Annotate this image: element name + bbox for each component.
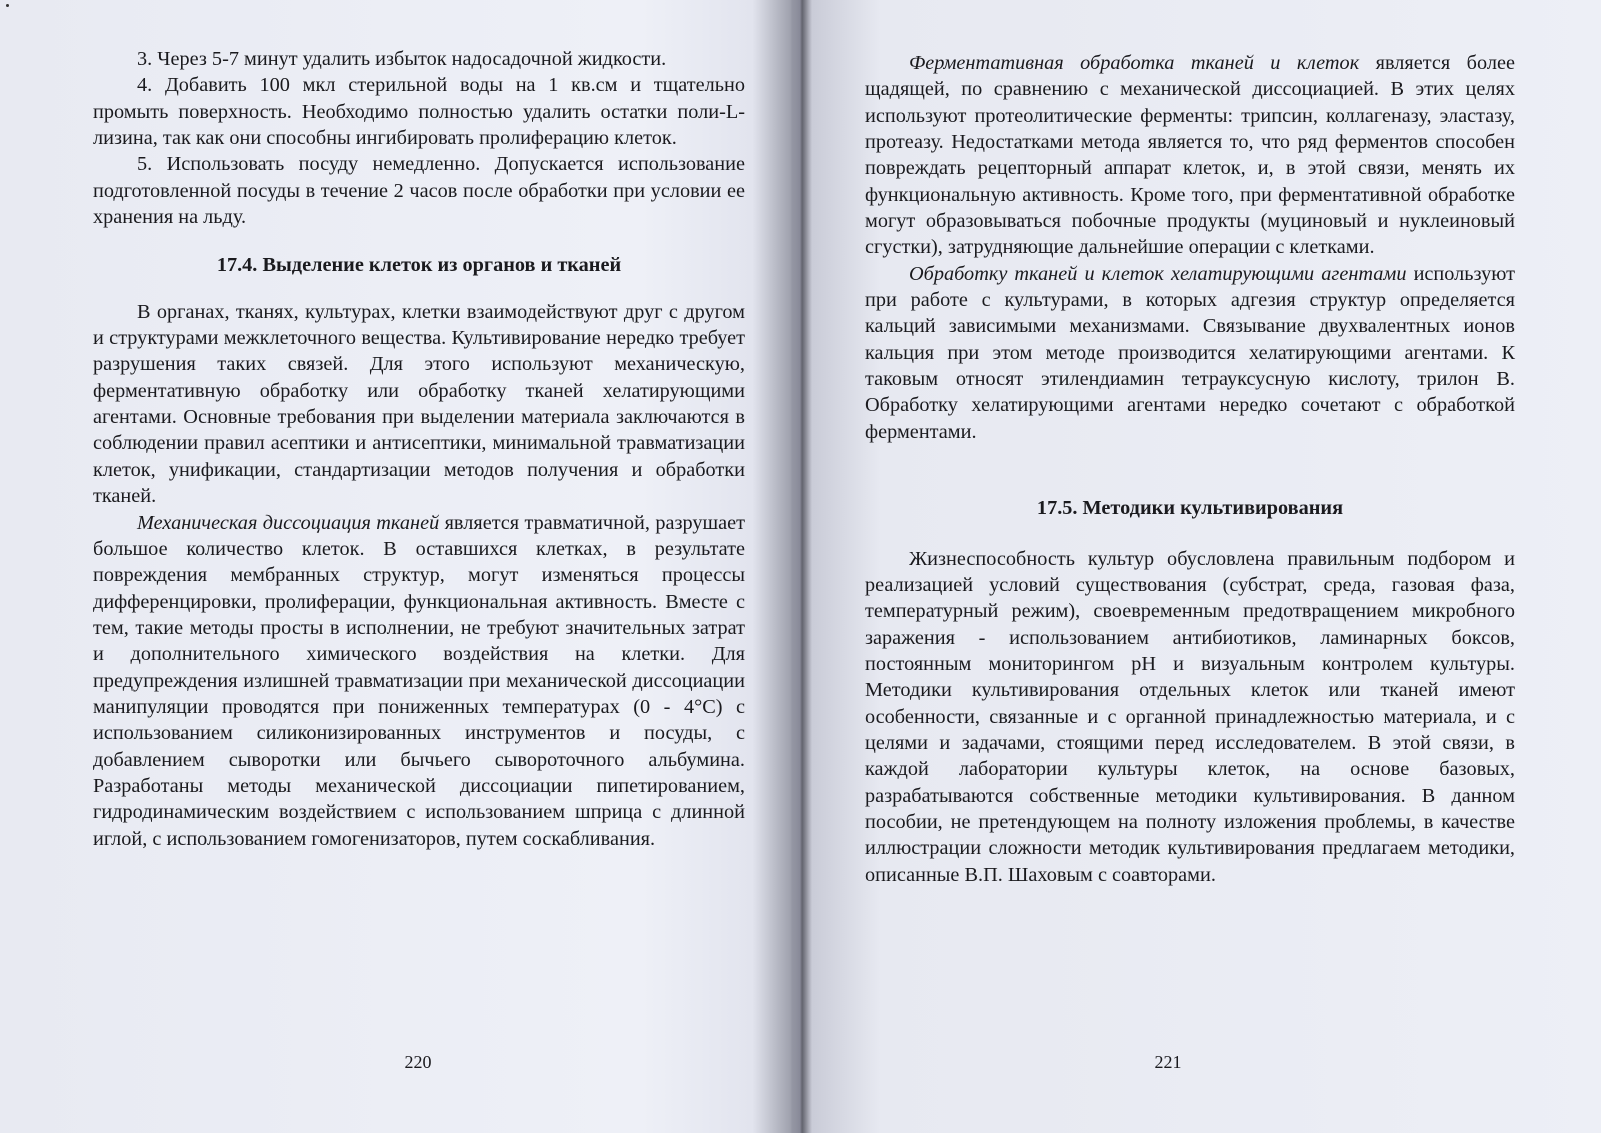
italic-term: Ферментативная обработка тканей и клеток bbox=[909, 52, 1360, 74]
paragraph: 4. Добавить 100 мкл стерильной воды на 1 кв.см и тщательно промыть поверхность. Необходимо полностью удалить остатки поли-L-лизина, так как они способны ингибировать пролиферацию клеток. bbox=[93, 74, 745, 150]
paragraph-text: используют при работе с культурами, в которых адгезия структур определяется кальций зависимыми механизмами. Связывание двухвалентных ионов кальция при этом методе производится хелатирующими агентами. К таковым относят этилендиамин тетрауксусную кислоту, трилон В. Обработку хелатирующими агентами нередко сочетают с обработкой ферментами. bbox=[865, 262, 1515, 443]
section-heading: 17.4. Выделение клеток из органов и тканей bbox=[216, 254, 622, 277]
italic-term: Обработку тканей и клеток хелатирующими агентами bbox=[909, 262, 1407, 285]
paragraph: 5. Использовать посуду немедленно. Допускается использование подготовленной посуды в течение 2 часов после обработки при условии ее хранения на льду. bbox=[93, 153, 745, 229]
paragraph-text: является более щадящей, по сравнению с механической диссоциацией. В этих целях используют протеолитические ферменты: трипсин, коллагеназу, эластазу, протеазу. Недостатками метода является то, что ряд ферментов способен повреждать рецепторный аппарат клеток, и, в этой связи, менять их функциональную активность. Кроме того, при ферментативной обработке могут образовываться побочные продукты (муциновый и нуклеиновый сгустки), затрудняющие дальнейшие операции с клетками. bbox=[865, 52, 1515, 259]
right-page bbox=[812, 0, 1601, 1133]
paragraph: 3. Через 5-7 минут удалить избыток надосадочной жидкости. bbox=[137, 48, 667, 70]
section-heading: 17.5. Методики культивирования bbox=[1036, 497, 1344, 520]
right-page-text bbox=[865, 50, 1515, 888]
paragraph bbox=[865, 261, 1515, 445]
book-gutter bbox=[790, 0, 812, 1133]
page-number: 220 bbox=[404, 1052, 432, 1072]
paragraph: Жизнеспособность культур обусловлена правильным подбором и реализацией условий существования (субстрат, среда, газовая фаза, температурный режим), своевременным предотвращением микробного заражения - использованием антибиотиков, ламинарных боксов, постоянным мониторингом рН и визуальным контролем культуры. Методики культивирования отдельных клеток или тканей имеют особенности, связанные и с органной принадлежностью материала, и с целями и задачами, стоящими перед исследователем. В этой связи, в каждой лаборатории культуры клеток, на основе базовых, разрабатываются собственные методики культивирования. В данном пособии, не претендующем на полноту изложения проблемы, в качестве иллюстрации сложности методик культивирования предлагаем методики, описанные В.П. Шаховым с соавторами. bbox=[865, 547, 1515, 886]
paragraph bbox=[865, 50, 1515, 261]
page-number: 221 bbox=[1154, 1052, 1182, 1072]
paragraph bbox=[93, 510, 745, 852]
italic-term: Механическая диссоциация тканей bbox=[137, 511, 440, 534]
paragraph: В органах, тканях, культурах, клетки взаимодействуют друг с другом и структурами межклеточного вещества. Культивирование нередко требует разрушения таких связей. Для этого используют механическую, ферментативную обработку или обработку тканей хелатирующими агентами. Основные требования при выделении материала заключаются в соблюдении правил асептики и антисептики, минимальной травматизации клеток, унификации, стандартизации методов получения и обработки тканей. bbox=[93, 300, 745, 508]
left-page-text bbox=[93, 46, 745, 852]
left-page bbox=[0, 0, 790, 1133]
paragraph-text: является травматичной, разрушает большое количество клеток. В оставшихся клетках, в результате повреждения мембранных структур, могут изменяться процессы дифференцировки, пролиферации, функциональная активность. Вместе с тем, такие методы просты в исполнении, не требуют значительных затрат и дополнительного химического воздействия на клетки. Для предупреждения излишней травматизации при механической диссоциации манипуляции проводятся при пониженных температурах (0 - 4°С) с использованием силиконизированных инструментов и посуды, с добавлением сыворотки или бычьего сывороточного альбумина. Разработаны методы механической диссоциации пипетированием, гидродинамическим воздействием с использованием шприца с длинной иглой, с использованием гомогенизаторов, путем соскабливания. bbox=[93, 511, 745, 850]
